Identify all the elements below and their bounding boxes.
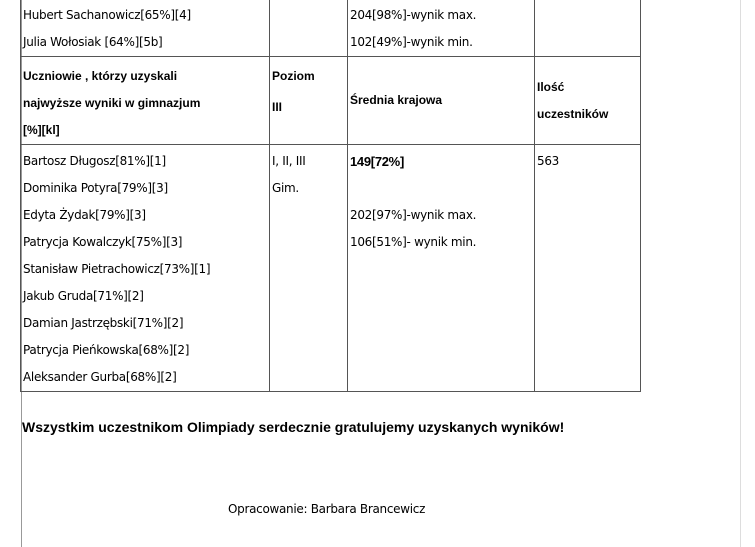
- congratulations-text: Wszystkim uczestnikom Olimpiady serdecznie gratulujemy uzyskanych wyników!: [22, 419, 565, 435]
- header-average: [348, 57, 535, 145]
- level-value: Gim.: [272, 181, 299, 195]
- list-item: Jakub Gruda[71%][2]: [23, 289, 144, 303]
- students-cell: [21, 145, 270, 392]
- header-students: [21, 57, 270, 145]
- average-cell: [348, 145, 535, 392]
- participants-count: 563: [537, 154, 560, 168]
- prev-students-cell: [21, 0, 270, 57]
- table-row-previous-section: [21, 0, 641, 57]
- list-item: Stanisław Pietrachowicz[73%][1]: [23, 262, 211, 276]
- spacer: [350, 175, 534, 202]
- header-level-line: III: [272, 100, 283, 114]
- header-students-line: [%][kl]: [23, 123, 60, 137]
- table-header-row: [21, 57, 641, 145]
- average-max: 204[98%]-wynik max.: [350, 8, 477, 22]
- list-item: Julia Wołosiak [64%][5b]: [23, 35, 163, 49]
- level-value: I, II, III: [272, 154, 306, 168]
- list-item: Edyta Żydak[79%][3]: [23, 208, 146, 222]
- list-item: Patrycja Pieńkowska[68%][2]: [23, 343, 190, 357]
- header-participants: [535, 57, 641, 145]
- average-max: 202[97%]-wynik max.: [350, 208, 477, 222]
- page-border-right: [740, 0, 741, 547]
- list-item: Bartosz Długosz[81%][1]: [23, 154, 166, 168]
- header-level-line: Poziom: [272, 69, 315, 83]
- level-cell: [270, 145, 348, 392]
- average-main: 149[72%]: [350, 154, 404, 169]
- results-table: [20, 0, 641, 392]
- participants-cell: [535, 145, 641, 392]
- average-min: 102[49%]-wynik min.: [350, 35, 473, 49]
- list-item: Patrycja Kowalczyk[75%][3]: [23, 235, 183, 249]
- list-item: Dominika Potyra[79%][3]: [23, 181, 168, 195]
- prev-participants-cell: [535, 0, 641, 57]
- credit-text: Opracowanie: Barbara Brancewicz: [228, 502, 426, 516]
- prev-average-cell: [348, 0, 535, 57]
- header-participants-line: Ilość: [537, 79, 565, 94]
- list-item: Aleksander Gurba[68%][2]: [23, 370, 177, 384]
- header-level: [270, 57, 348, 145]
- header-participants-line: uczestników: [537, 106, 609, 121]
- table-row: [21, 145, 641, 392]
- header-students-line: najwyższe wyniki w gimnazjum: [23, 96, 201, 110]
- prev-level-cell: [270, 0, 348, 57]
- header-students-line: Uczniowie , którzy uzyskali: [23, 69, 178, 83]
- list-item: Damian Jastrzębski[71%][2]: [23, 316, 184, 330]
- list-item: Hubert Sachanowicz[65%][4]: [23, 8, 191, 22]
- header-average-label: Średnia krajowa: [350, 93, 443, 107]
- average-min: 106[51%]- wynik min.: [350, 235, 477, 249]
